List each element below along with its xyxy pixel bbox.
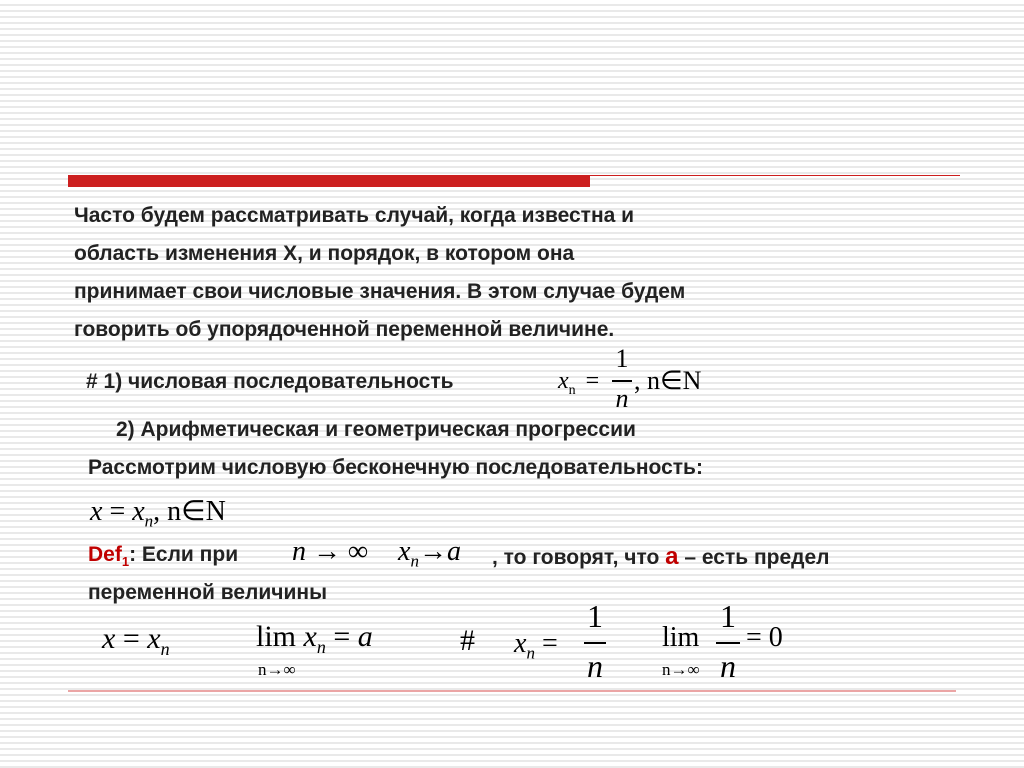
limit-zero: 0 <box>768 622 783 653</box>
formula-n-to-infinity <box>292 536 368 568</box>
header-accent-bar <box>68 175 590 187</box>
fraction-denominator: n <box>615 384 629 413</box>
formula-eq: = <box>541 628 558 659</box>
formula-fraction <box>716 598 740 690</box>
formula-x-equals-xn <box>102 622 170 660</box>
fraction-denominator: n <box>587 648 603 684</box>
formula-variable-seq <box>90 494 226 532</box>
limit-result <box>746 622 783 654</box>
item-1-text: # 1) числовая последовательность <box>86 370 454 393</box>
formula-var: x <box>303 620 317 653</box>
formula-var: x <box>514 628 527 659</box>
header-accent-line <box>590 175 960 176</box>
formula-sub: n <box>316 637 326 657</box>
formula-var: x <box>102 622 116 655</box>
definition-line-end <box>492 543 830 571</box>
lim-operator: lim <box>662 622 700 653</box>
intro-line: область изменения Х, и порядок, в котором она <box>74 242 575 265</box>
formula-fraction <box>612 344 632 420</box>
def-a-letter: а <box>665 543 679 570</box>
formula-eq: = <box>109 496 126 527</box>
formula-eq: = <box>746 622 762 653</box>
consider-text: Рассмотрим числовую бесконечную последовательность: <box>88 456 703 479</box>
formula-var: x <box>558 368 569 394</box>
formula-limit-a <box>256 620 373 658</box>
formula-sub: n <box>526 643 535 663</box>
fraction-numerator: 1 <box>720 598 736 634</box>
formula-var: x <box>90 496 103 527</box>
def-then-text: , то говорят, что <box>492 546 660 569</box>
fraction-bar <box>716 642 740 644</box>
fraction-bar <box>612 380 632 382</box>
fraction-denominator: n <box>720 648 736 684</box>
def-label: Def <box>88 543 122 566</box>
intro-line: принимает свои числовые значения. В этом случае будем <box>74 280 686 303</box>
item-2-text: 2) Арифметическая и геометрическая прогрессии <box>116 418 636 441</box>
formula-sub: n <box>160 639 170 659</box>
formula-eq: = <box>333 620 351 653</box>
formula-sub: n <box>568 382 576 398</box>
formula-var: x <box>132 496 145 527</box>
fraction-numerator: 1 <box>615 344 629 373</box>
formula-eq: = <box>585 368 600 394</box>
lim-under-text: n→∞ <box>258 660 296 679</box>
definition-line-2: переменной величины <box>88 581 328 604</box>
fraction-numerator: 1 <box>587 598 603 634</box>
formula-limit: a <box>357 620 373 653</box>
formula-xn-to-a <box>398 536 461 572</box>
intro-paragraph <box>74 197 685 349</box>
formula-arrow: → <box>418 536 447 567</box>
def-if-text: : Если при <box>129 543 239 566</box>
formula-tail: , n∈N <box>634 366 702 395</box>
intro-line: говорить об упорядоченной переменной величине. <box>74 318 615 341</box>
formula-sub: n <box>410 551 419 571</box>
fraction-bar <box>584 642 606 644</box>
formula-var: x <box>398 536 411 567</box>
formula-var: x <box>147 622 161 655</box>
formula-expression: n → ∞ <box>292 536 368 567</box>
footer-line <box>68 690 956 692</box>
formula-sequence <box>558 368 599 399</box>
formula-example <box>514 628 558 664</box>
formula-eq: = <box>122 622 140 655</box>
lim-under-text: n→∞ <box>662 660 700 679</box>
formula-sub: n <box>144 511 154 531</box>
definition-line <box>88 543 238 569</box>
formula-tail: , n∈N <box>153 496 226 527</box>
intro-line: Часто будем рассматривать случай, когда известна и <box>74 204 635 227</box>
formula-limit: a <box>446 536 461 567</box>
def-subscript: 1 <box>121 554 130 570</box>
lim-operator: lim <box>256 620 297 653</box>
def-rest-text: – есть предел <box>684 546 830 569</box>
example-hash: # <box>460 624 475 657</box>
formula-fraction <box>584 598 606 690</box>
